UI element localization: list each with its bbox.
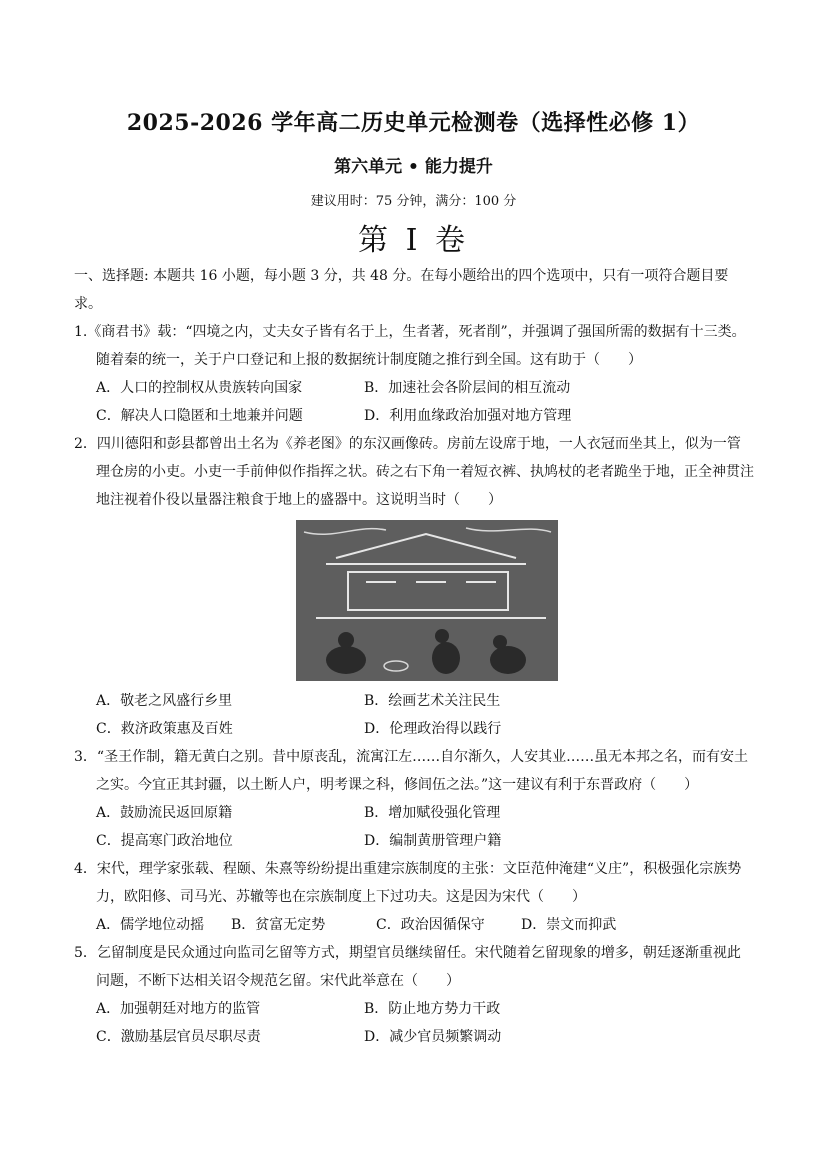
option-b[interactable]: B．贫富无定势 (231, 917, 326, 933)
question-5-options (74, 995, 754, 1051)
option-c[interactable]: C．政治因循保守 (376, 917, 485, 933)
question-2-stem: 2．四川德阳和彭县都曾出土名为《养老图》的东汉画像砖。房前左设席于地，一人衣冠而坐其上，似为一管理仓房的小吏。小吏一手前伸似作指挥之状。砖之右下角一着短衣裤、执鸠杖的老者跪坐于地，正全神贯注地注视着仆役以量器注粮食于地上的盛器中。这说明当时（ ） (74, 436, 754, 508)
question-1-options (74, 374, 754, 430)
option-b[interactable]: B．加速社会各阶层间的相互流动 (364, 380, 571, 396)
option-a[interactable]: A．加强朝廷对地方的监管 (96, 1001, 261, 1017)
volume-heading: 第 I 卷 (358, 223, 469, 258)
section-instructions: 一、选择题: 本题共 16 小题，每小题 3 分，共 48 分。在每小题给出的四个选项中，只有一项符合题目要求。 (74, 268, 729, 312)
option-a[interactable]: A．鼓励流民返回原籍 (96, 805, 233, 821)
question-2-options (74, 687, 754, 743)
question-3-stem: 3．“圣王作制，籍无黄白之别。昔中原丧乱，流寓江左……自尔渐久，人安其业……虽无本邦之名，而有安土之实。今宜正其封疆，以土断人户，明考课之科，修闾伍之法。”这一建议有利于东晋政府（ ） (74, 749, 749, 793)
time-score-info: 建议用时：75 分钟，满分：100 分 (310, 194, 517, 209)
elder-figure (490, 646, 526, 674)
question-content (74, 262, 754, 1051)
question-5-stem: 5．乞留制度是民众通过向监司乞留等方式，期望官员继续留任。宋代随着乞留现象的增多，朝廷逐渐重视此问题，不断下达相关诏令规范乞留。宋代此举意在（ ） (74, 945, 741, 989)
servant-figure (432, 642, 460, 674)
option-b[interactable]: B．绘画艺术关注民生 (364, 693, 501, 709)
elderly-care-relief-image (296, 520, 558, 681)
option-c[interactable]: C．解决人口隐匿和土地兼并问题 (96, 408, 303, 424)
question-1-stem: 1.《商君书》载：“四境之内，丈夫女子皆有名于上，生者著，死者削”，并强调了强国所需的数据有十三类。随着秦的统一，关于户口登记和上报的数据统计制度随之推行到全国。这有助于（ ） (74, 324, 746, 368)
option-d[interactable]: D．伦理政治得以践行 (364, 721, 502, 737)
option-c[interactable]: C．提高寒门政治地位 (96, 833, 233, 849)
unit-subtitle: 第六单元 • 能力提升 (334, 157, 493, 177)
option-d[interactable]: D．利用血缘政治加强对地方管理 (364, 408, 572, 424)
question-4-stem: 4．宋代，理学家张载、程颐、朱熹等纷纷提出重建宗族制度的主张：文臣范仲淹建“义庄”，积极强化宗族势力，欧阳修、司马光、苏辙等也在宗族制度上下过功夫。这是因为宋代（ ） (74, 861, 742, 905)
exam-title: 2025-2026 学年高二历史单元检测卷（选择性必修 1） (126, 110, 701, 136)
seated-official-figure (326, 646, 366, 674)
option-d[interactable]: D．崇文而抑武 (521, 917, 617, 933)
option-c[interactable]: C．救济政策惠及百姓 (96, 721, 233, 737)
option-c[interactable]: C．激励基层官员尽职尽责 (96, 1029, 261, 1045)
option-d[interactable]: D．减少官员频繁调动 (364, 1029, 502, 1045)
option-d[interactable]: D．编制黄册管理户籍 (364, 833, 502, 849)
option-b[interactable]: B．增加赋役强化管理 (364, 805, 501, 821)
question-4-options (74, 911, 754, 939)
option-a[interactable]: A．人口的控制权从贵族转向国家 (96, 380, 303, 396)
option-b[interactable]: B．防止地方势力干政 (364, 1001, 501, 1017)
relief-drawing (296, 520, 558, 681)
option-a[interactable]: A．儒学地位动摇 (96, 917, 205, 933)
question-3-options (74, 799, 754, 855)
option-a[interactable]: A．敬老之风盛行乡里 (96, 693, 233, 709)
